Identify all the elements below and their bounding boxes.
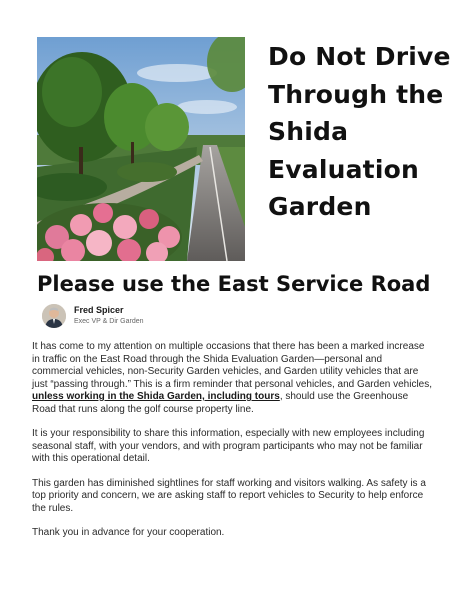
headline: Do Not Drive Through the Shida Evaluation Garden	[268, 42, 451, 221]
paragraph-4: Thank you in advance for your cooperation.	[32, 527, 225, 538]
garden-road-photo	[37, 37, 245, 261]
paragraph-1: It has come to my attention on multiple occasions that there has been a marked increase in traffic on the East Road through the Shida Evaluation Garden—personal and commercial vehicles, non-Security Garden vehicles, and Garden utility vehicles that are just “passing through.” This is a firm reminder that personal vehicles, and Garden vehicles, unless working in the Shida Garden, including tours, should use the Greenhouse Road that runs along the golf course property line.	[32, 341, 433, 415]
author-name: Fred Spicer	[74, 305, 124, 315]
author-role: Exec VP & Dir Garden	[74, 318, 144, 325]
paragraph-3: This garden has diminished sightlines for staff working and visitors walking. As safety is a top priority and concern, we are asking staff to report vehicles to Security to help enforce the rules.	[32, 477, 426, 514]
paragraph-2: It is your responsibility to share this information, especially with new employees including seasonal staff, with your vendors, and with program participants who may not be familiar with this operational detail.	[32, 428, 425, 464]
emphasis-text: unless working in the Shida Garden, including tours	[32, 391, 280, 402]
author-avatar	[42, 304, 66, 328]
subheadline: Please use the East Service Road	[37, 272, 431, 296]
person-icon	[42, 304, 66, 328]
memo-body	[32, 341, 432, 552]
